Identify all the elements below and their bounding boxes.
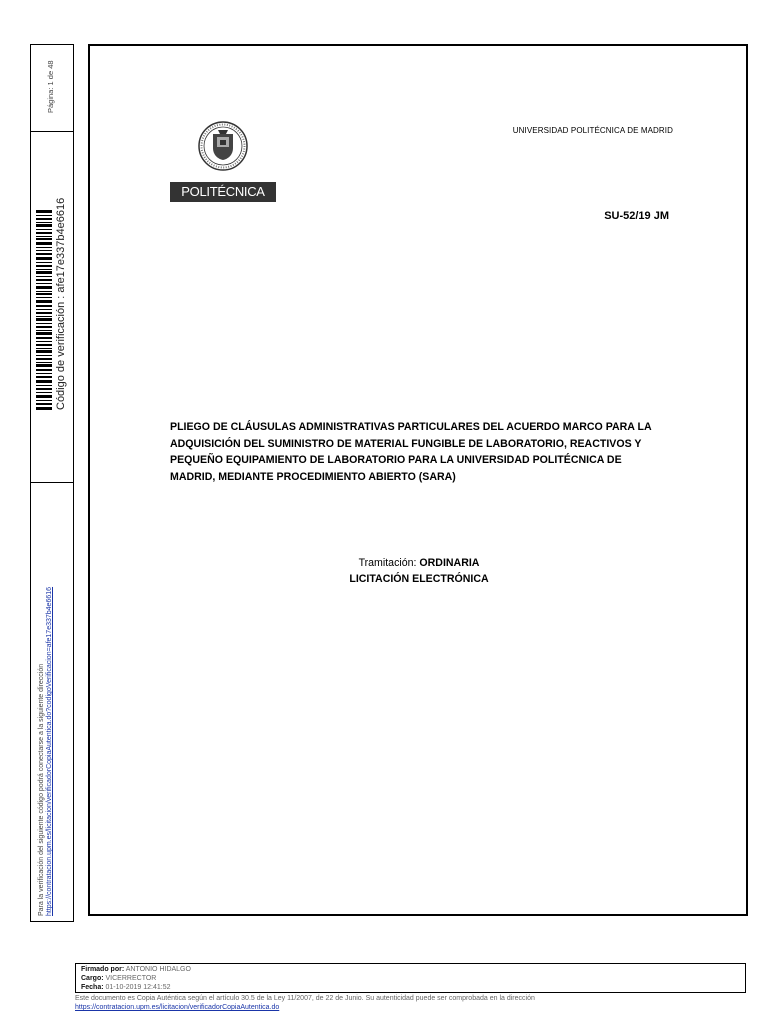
page-label: Página: 1 de 48 — [46, 60, 55, 113]
date-value: 01-10-2019 12:41:52 — [105, 984, 171, 991]
title-line: PEQUEÑO EQUIPAMIENTO DE LABORATORIO PARA LA UNIVERSIDAD POLITÉCNICA DE — [170, 454, 622, 466]
tramitacion-label: Tramitación: — [358, 557, 417, 569]
logo-wordmark: POLITÉCNICA — [181, 184, 265, 199]
position-line — [81, 975, 156, 983]
signer-label: Firmado por: — [81, 966, 125, 973]
date-line — [81, 984, 171, 992]
verification-link[interactable]: https://contratacion.upm.es/licitacion/verificadorCopiaAutentica.do?codigoVerificacion=afe17e337b4e6616 — [46, 586, 53, 916]
strip-divider — [31, 482, 73, 483]
signer-line — [81, 966, 191, 974]
position-label: Cargo: — [81, 975, 104, 982]
title-line: MADRID, MEDIANTE PROCEDIMIENTO ABIERTO (SARA) — [170, 470, 456, 483]
date-label: Fecha: — [81, 984, 104, 991]
tramitacion-value: ORDINARIA — [419, 557, 480, 569]
licitacion-type: LICITACIÓN ELECTRÓNICA — [349, 573, 489, 585]
reference-number: SU-52/19 JM — [604, 210, 669, 222]
tramitacion — [170, 557, 668, 569]
authenticity-notice: Este documento es Copia Auténtica según el artículo 30.5 de la Ley 11/2007, de 22 de Junio. Su autenticidad puede ser comprobada en la dirección — [75, 995, 535, 1002]
authenticity-link[interactable]: https://contratacion.upm.es/licitacion/verificadorCopiaAutentica.do — [75, 1004, 280, 1011]
signer-value: ANTONIO HIDALGO — [125, 966, 191, 973]
verification-code: Código de verificación : afe17e337b4e6616 — [55, 197, 67, 410]
position-value: VICERRECTOR — [105, 975, 157, 982]
title-line: ADQUISICIÓN DEL SUMINISTRO DE MATERIAL FUNGIBLE DE LABORATORIO, REACTIVOS Y — [170, 437, 642, 450]
title-line: PLIEGO DE CLÁUSULAS ADMINISTRATIVAS PARTICULARES DEL ACUERDO MARCO PARA LA — [170, 421, 652, 433]
university-name: UNIVERSIDAD POLITÉCNICA DE MADRID — [512, 126, 673, 135]
strip-divider — [31, 131, 73, 132]
document-title — [170, 419, 668, 485]
barcode-image — [36, 210, 52, 410]
verification-text: Para la verificación del siguiente código podrá conectarse a la siguiente dirección — [38, 663, 45, 916]
